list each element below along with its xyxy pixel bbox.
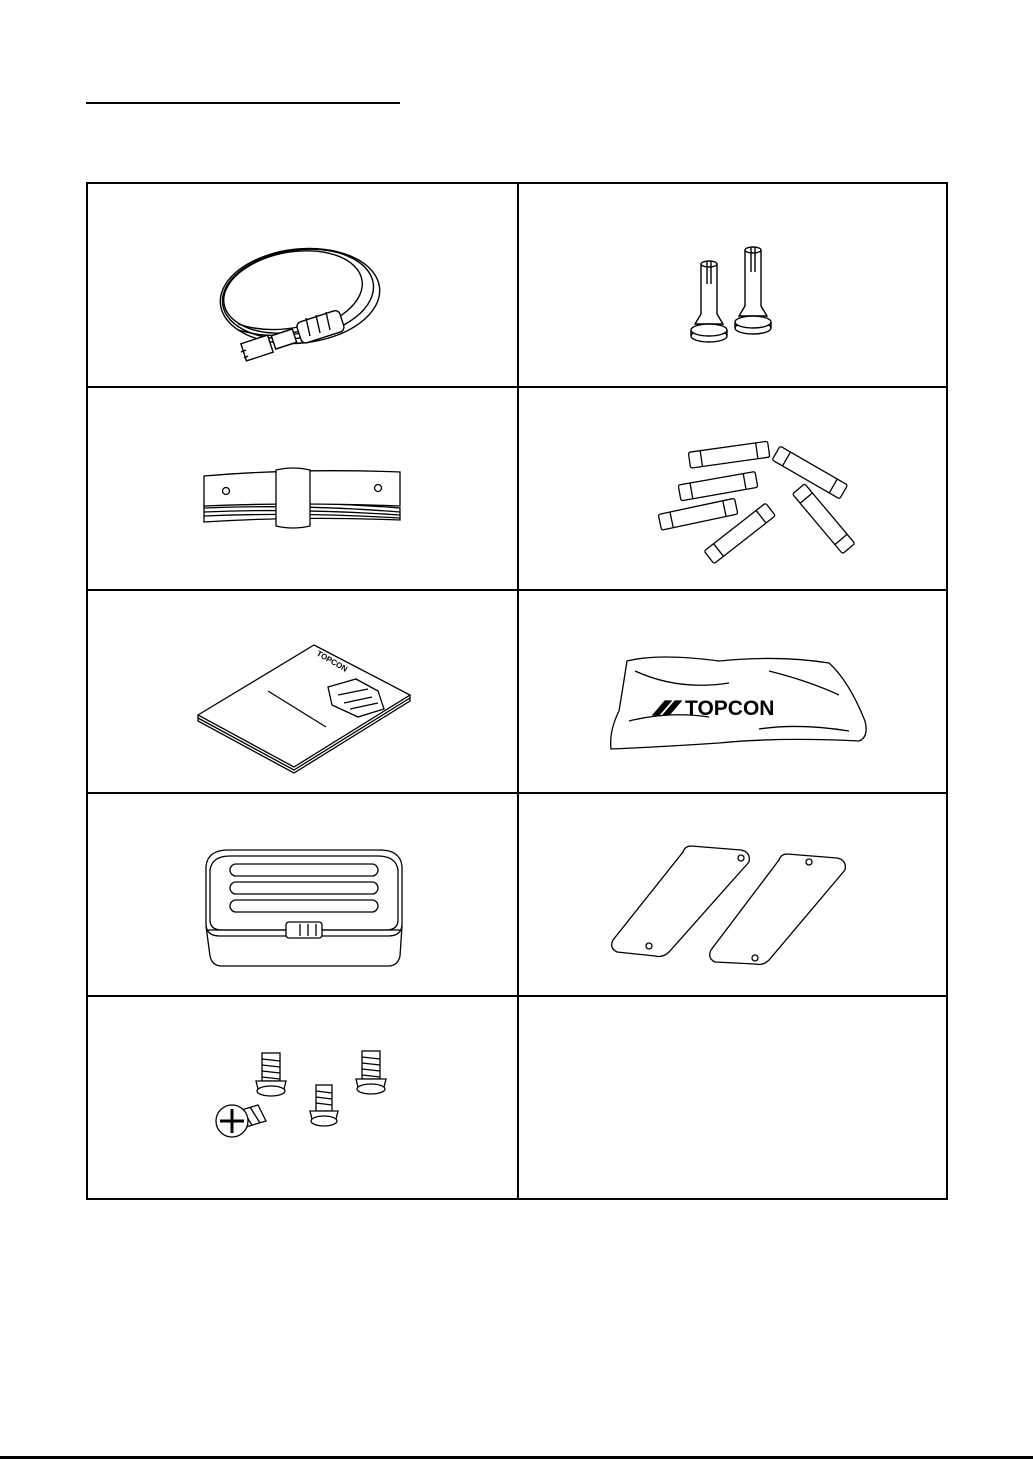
dust-cover-cell xyxy=(519,591,948,792)
topcon-logo-text: TOPCON xyxy=(685,697,775,720)
screws-cell xyxy=(88,997,517,1200)
paper-pad-cell xyxy=(88,388,517,589)
power-cable-icon xyxy=(88,184,517,386)
plates-icon xyxy=(519,794,948,995)
heading-underline xyxy=(86,102,400,104)
stud-pins-cell xyxy=(519,184,948,386)
instruction-manual-icon xyxy=(88,591,517,792)
empty-cell xyxy=(519,997,948,1200)
cable-cell xyxy=(88,184,517,386)
manual-cell xyxy=(88,591,517,792)
dust-cover-icon xyxy=(519,591,948,792)
fuses-cell xyxy=(519,388,948,589)
plates-cell xyxy=(519,794,948,995)
manual-logo-text: TOPCON xyxy=(315,648,350,674)
paper-pad-icon xyxy=(88,388,517,589)
fuses-icon xyxy=(519,388,948,589)
storage-case-icon xyxy=(88,794,517,995)
screws-icon xyxy=(88,997,517,1200)
stud-pins-icon xyxy=(519,184,948,386)
case-cell xyxy=(88,794,517,995)
accessories-table xyxy=(86,182,948,1200)
